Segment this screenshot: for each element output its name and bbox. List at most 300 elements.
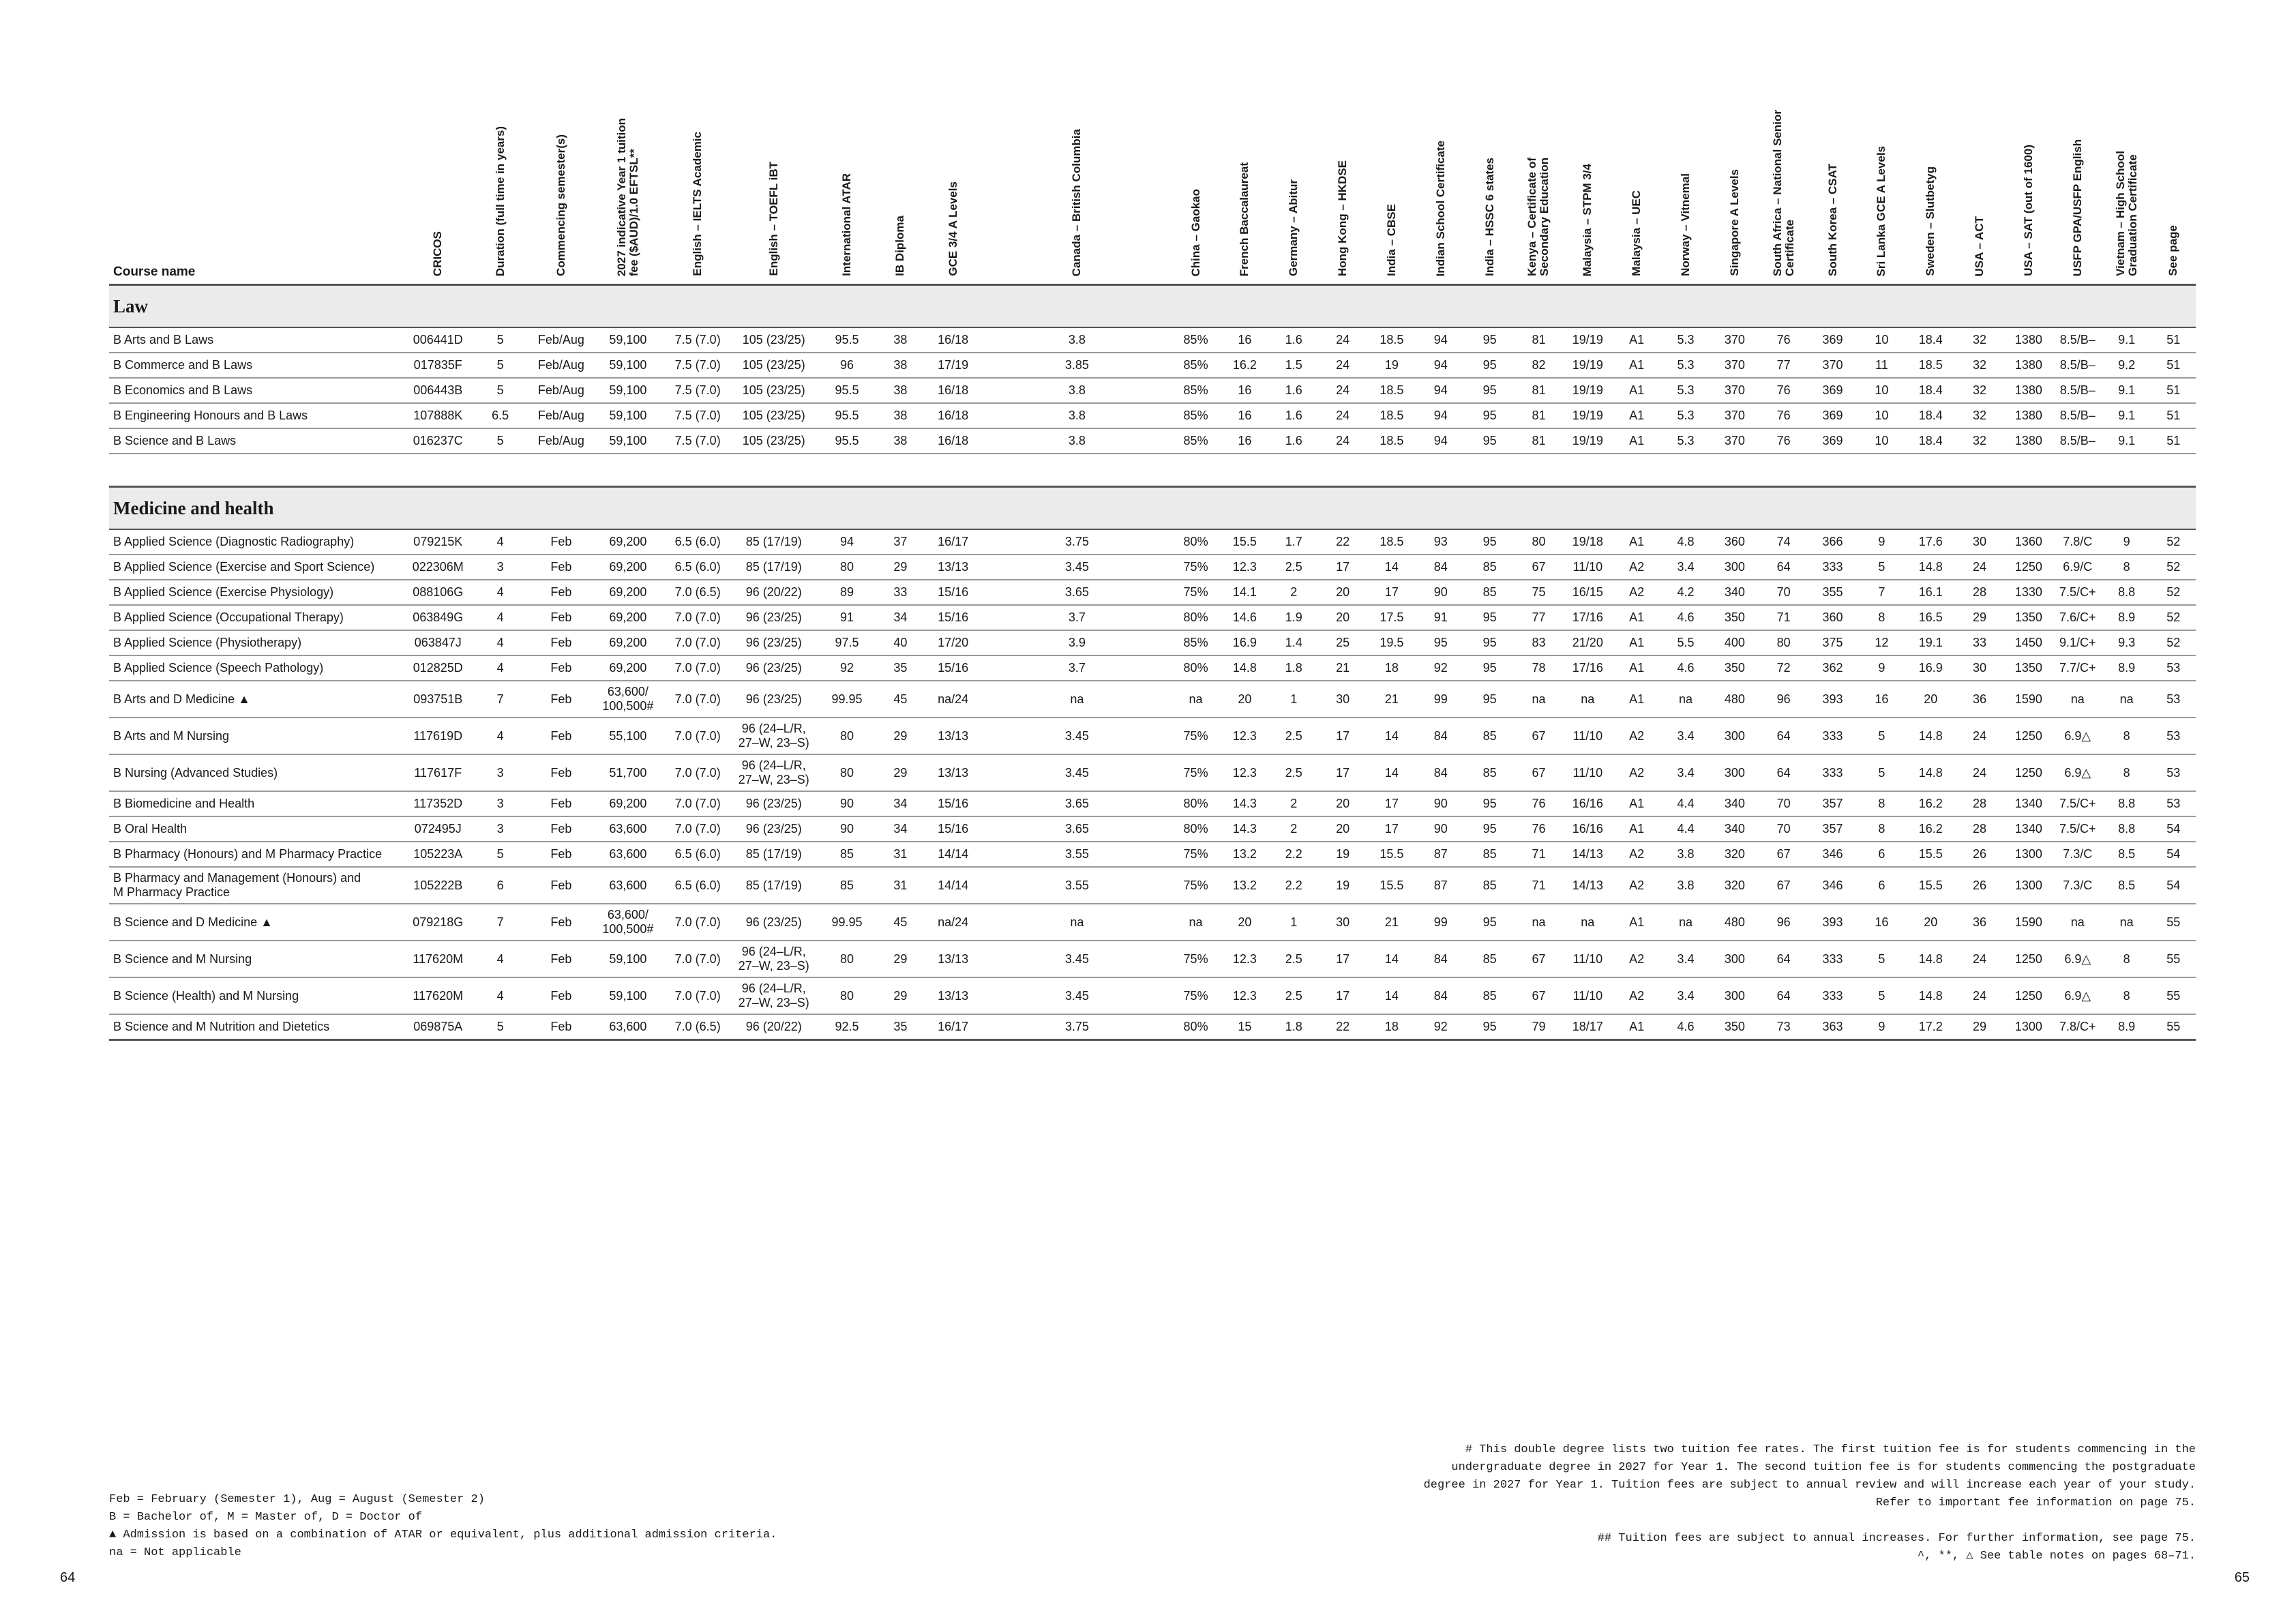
table-row — [109, 630, 2196, 655]
table-row — [109, 428, 2196, 454]
table-cell: 4 — [470, 580, 531, 605]
table-cell: na — [1661, 681, 1710, 718]
table-cell: 19/19 — [1563, 327, 1612, 353]
table-cell: 71 — [1515, 867, 1564, 904]
table-cell: 76 — [1759, 378, 1808, 403]
table-cell: 1360 — [2004, 529, 2053, 555]
table-cell: 85 (17/19) — [731, 867, 816, 904]
table-cell: 7 — [470, 681, 531, 718]
note-line: Refer to important fee information on page 75. — [1875, 1496, 2196, 1509]
table-cell: 4 — [470, 655, 531, 681]
table-cell: 5.3 — [1661, 353, 1710, 378]
table-cell: 16/18 — [923, 327, 983, 353]
table-cell: Feb — [531, 630, 591, 655]
table-cell: 21 — [1367, 681, 1416, 718]
table-cell: 84 — [1416, 754, 1465, 791]
table-cell: 52 — [2151, 580, 2196, 605]
table-cell: 1250 — [2004, 941, 2053, 977]
table-cell: 95 — [1465, 904, 1515, 941]
table-cell: 3.4 — [1661, 555, 1710, 580]
note-line: ^, **, △ See table notes on pages 68–71. — [1917, 1550, 2196, 1563]
table-cell: 14.8 — [1220, 655, 1269, 681]
table-cell: 022306M — [406, 555, 470, 580]
table-cell: 81 — [1515, 428, 1564, 454]
table-cell: 8 — [1857, 791, 1906, 816]
table-cell: 3.8 — [1661, 842, 1710, 867]
table-cell: 7.5 (7.0) — [664, 327, 731, 353]
table-cell: 3.8 — [983, 378, 1171, 403]
table-cell: 15.5 — [1906, 867, 1955, 904]
table-cell: 6.9△ — [2053, 718, 2102, 754]
table-cell: 18 — [1367, 655, 1416, 681]
table-cell: 34 — [878, 791, 923, 816]
course-name-cell: B Science (Health) and M Nursing — [109, 977, 406, 1014]
table-cell: 51 — [2151, 327, 2196, 353]
table-row — [109, 605, 2196, 630]
table-cell: 96 (23/25) — [731, 904, 816, 941]
table-cell: 18.4 — [1906, 378, 1955, 403]
course-name-cell: B Arts and D Medicine ▲ — [109, 681, 406, 718]
header-row — [109, 68, 2196, 285]
table-cell: 1.4 — [1269, 630, 1318, 655]
table-cell: 16 — [1220, 428, 1269, 454]
table-cell: 15/16 — [923, 791, 983, 816]
table-cell: A1 — [1612, 816, 1661, 842]
section-title: Law — [109, 285, 2196, 328]
column-header-label: English – IELTS Academic — [691, 132, 704, 276]
table-cell: Feb/Aug — [531, 327, 591, 353]
table-cell: 95 — [1465, 327, 1515, 353]
section-heading-row — [109, 285, 2196, 328]
table-cell: 24 — [1318, 403, 1367, 428]
table-cell: 16.1 — [1906, 580, 1955, 605]
table-cell: 20 — [1906, 681, 1955, 718]
table-cell: 2.5 — [1269, 941, 1318, 977]
table-cell: Feb — [531, 655, 591, 681]
table-cell: 54 — [2151, 842, 2196, 867]
table-cell: Feb/Aug — [531, 353, 591, 378]
table-cell: 77 — [1759, 353, 1808, 378]
table-cell: 32 — [1955, 378, 2004, 403]
table-cell: 3 — [470, 555, 531, 580]
column-header-label: Sweden – Slutbetyg — [1924, 166, 1937, 276]
table-cell: 7.5/C+ — [2053, 816, 2102, 842]
table-cell: 17 — [1318, 718, 1367, 754]
table-row — [109, 378, 2196, 403]
legend-degrees: B = Bachelor of, M = Master of, D = Doctor of — [109, 1511, 423, 1524]
column-header-label: South Africa – National Senior Certificate — [1770, 109, 1796, 276]
table-cell: 1300 — [2004, 1014, 2053, 1040]
table-cell: 72 — [1759, 655, 1808, 681]
table-cell: 4.8 — [1661, 529, 1710, 555]
table-cell: 8.9 — [2102, 655, 2151, 681]
table-cell: 072495J — [406, 816, 470, 842]
table-cell: 38 — [878, 353, 923, 378]
table-cell: 15.5 — [1220, 529, 1269, 555]
table-cell: 99.95 — [816, 681, 877, 718]
table-cell: 70 — [1759, 816, 1808, 842]
table-cell: 340 — [1710, 791, 1759, 816]
table-cell: 67 — [1759, 842, 1808, 867]
table-cell: 38 — [878, 403, 923, 428]
table-cell: 117620M — [406, 977, 470, 1014]
column-header-label: Malaysia – UEC — [1630, 190, 1643, 276]
column-header-label: Canada – British Columbia — [1070, 128, 1084, 276]
table-cell: 18.5 — [1906, 353, 1955, 378]
table-cell: 76 — [1759, 327, 1808, 353]
table-cell: 29 — [878, 977, 923, 1014]
table-cell: 5 — [470, 378, 531, 403]
table-cell: 5 — [470, 1014, 531, 1040]
table-cell: 29 — [878, 754, 923, 791]
table-cell: A1 — [1612, 1014, 1661, 1040]
course-name-cell: B Engineering Honours and B Laws — [109, 403, 406, 428]
table-cell: na — [1563, 681, 1612, 718]
table-cell: 95 — [1465, 428, 1515, 454]
table-cell: 18.5 — [1367, 378, 1416, 403]
table-cell: 18.5 — [1367, 428, 1416, 454]
table-cell: na — [1563, 904, 1612, 941]
table-cell: 20 — [1318, 580, 1367, 605]
column-header — [2151, 68, 2196, 285]
table-cell: 480 — [1710, 904, 1759, 941]
table-cell: 333 — [1808, 977, 1858, 1014]
table-cell: 1250 — [2004, 977, 2053, 1014]
table-cell: 70 — [1759, 580, 1808, 605]
table-cell: 63,600 — [592, 816, 665, 842]
table-cell: 400 — [1710, 630, 1759, 655]
table-cell: 53 — [2151, 791, 2196, 816]
section-title: Medicine and health — [109, 487, 2196, 530]
page-number-right: 65 — [2234, 1570, 2250, 1585]
course-name-cell: B Arts and M Nursing — [109, 718, 406, 754]
table-cell: 1.6 — [1269, 403, 1318, 428]
table-cell: Feb — [531, 816, 591, 842]
table-cell: 5 — [1857, 977, 1906, 1014]
course-name-cell: B Science and D Medicine ▲ — [109, 904, 406, 941]
course-name-cell: B Science and M Nutrition and Dietetics — [109, 1014, 406, 1040]
table-cell: 75% — [1172, 754, 1221, 791]
table-cell: 063849G — [406, 605, 470, 630]
table-cell: 1380 — [2004, 327, 2053, 353]
table-cell: A1 — [1612, 403, 1661, 428]
table-cell: 3.8 — [983, 327, 1171, 353]
table-cell: 17 — [1318, 977, 1367, 1014]
column-header — [664, 68, 731, 285]
table-cell: 34 — [878, 816, 923, 842]
table-cell: 14 — [1367, 941, 1416, 977]
course-name-cell: B Biomedicine and Health — [109, 791, 406, 816]
table-cell: 6.5 (6.0) — [664, 529, 731, 555]
table-cell: 340 — [1710, 580, 1759, 605]
table-cell: 5 — [1857, 555, 1906, 580]
table-cell: 77 — [1515, 605, 1564, 630]
table-cell: 105 (23/25) — [731, 327, 816, 353]
table-cell: 85 — [1465, 555, 1515, 580]
table-cell: 3.45 — [983, 941, 1171, 977]
table-cell: 12.3 — [1220, 754, 1269, 791]
table-cell: 29 — [878, 718, 923, 754]
table-cell: 1.6 — [1269, 378, 1318, 403]
table-cell: 3.85 — [983, 353, 1171, 378]
table-cell: 13.2 — [1220, 842, 1269, 867]
table-cell: 81 — [1515, 403, 1564, 428]
table-cell: 333 — [1808, 718, 1858, 754]
table-cell: 24 — [1955, 754, 2004, 791]
table-cell: 5 — [1857, 941, 1906, 977]
table-cell: 38 — [878, 378, 923, 403]
table-row — [109, 327, 2196, 353]
note-line: undergraduate degree in 2027 for Year 1. The second tuition fee is for students commencing the postgraduate — [1451, 1461, 2196, 1474]
table-cell: 93 — [1416, 529, 1465, 555]
table-cell: 1380 — [2004, 378, 2053, 403]
table-cell: 3.8 — [983, 403, 1171, 428]
table-cell: 369 — [1808, 378, 1858, 403]
table-cell: 006441D — [406, 327, 470, 353]
table-cell: 37 — [878, 529, 923, 555]
table-cell: 15/16 — [923, 580, 983, 605]
table-cell: 38 — [878, 428, 923, 454]
table-cell: 14/14 — [923, 867, 983, 904]
table-cell: 11/10 — [1563, 555, 1612, 580]
table-cell: 5 — [1857, 754, 1906, 791]
table-cell: 19/18 — [1563, 529, 1612, 555]
table-cell: 17 — [1367, 816, 1416, 842]
table-cell: 35 — [878, 655, 923, 681]
table-cell: 89 — [816, 580, 877, 605]
table-cell: 18.5 — [1367, 327, 1416, 353]
table-cell: 320 — [1710, 867, 1759, 904]
table-cell: 360 — [1808, 605, 1858, 630]
table-cell: 14 — [1367, 977, 1416, 1014]
table-cell: 1590 — [2004, 904, 2053, 941]
table-cell: 97.5 — [816, 630, 877, 655]
table-cell: 4 — [470, 941, 531, 977]
table-cell: 64 — [1759, 977, 1808, 1014]
table-cell: 480 — [1710, 681, 1759, 718]
table-cell: 84 — [1416, 941, 1465, 977]
table-cell: 74 — [1759, 529, 1808, 555]
table-cell: 15/16 — [923, 605, 983, 630]
table-cell: 71 — [1759, 605, 1808, 630]
table-cell: 78 — [1515, 655, 1564, 681]
table-cell: 3.4 — [1661, 718, 1710, 754]
table-cell: 87 — [1416, 842, 1465, 867]
table-cell: 28 — [1955, 791, 2004, 816]
table-cell: 355 — [1808, 580, 1858, 605]
table-cell: 9 — [1857, 655, 1906, 681]
table-cell: 4 — [470, 977, 531, 1014]
table-cell: 95.5 — [816, 428, 877, 454]
table-cell: 13/13 — [923, 941, 983, 977]
table-cell: 54 — [2151, 816, 2196, 842]
table-cell: 34 — [878, 605, 923, 630]
table-cell: 1.6 — [1269, 428, 1318, 454]
column-header-label: CRICOS — [431, 231, 445, 276]
table-cell: 4 — [470, 718, 531, 754]
table-cell: 1380 — [2004, 353, 2053, 378]
table-cell: 350 — [1710, 655, 1759, 681]
table-cell: 85% — [1172, 403, 1221, 428]
table-cell: 350 — [1710, 605, 1759, 630]
course-name-cell: B Nursing (Advanced Studies) — [109, 754, 406, 791]
table-cell: 2.5 — [1269, 977, 1318, 1014]
table-cell: 85% — [1172, 378, 1221, 403]
table-cell: 91 — [1416, 605, 1465, 630]
table-cell: 85 (17/19) — [731, 555, 816, 580]
table-cell: 7.0 (7.0) — [664, 791, 731, 816]
table-cell: 67 — [1515, 718, 1564, 754]
table-cell: 95 — [1465, 630, 1515, 655]
table-cell: A1 — [1612, 378, 1661, 403]
table-cell: 30 — [1318, 904, 1367, 941]
table-cell: 55 — [2151, 1014, 2196, 1040]
table-cell: 71 — [1515, 842, 1564, 867]
table-cell: 16 — [1857, 904, 1906, 941]
column-header-label: Singapore A Levels — [1727, 169, 1741, 276]
table-cell: 369 — [1808, 327, 1858, 353]
table-cell: 16/15 — [1563, 580, 1612, 605]
column-header — [1269, 68, 1318, 285]
table-cell: 30 — [1955, 655, 2004, 681]
column-header-label: Hong Kong – HKDSE — [1336, 160, 1350, 276]
table-cell: 3.65 — [983, 791, 1171, 816]
table-cell: 95 — [1465, 791, 1515, 816]
table-cell: 85 — [1465, 867, 1515, 904]
table-cell: 85% — [1172, 353, 1221, 378]
table-cell: 14.8 — [1906, 754, 1955, 791]
table-cell: 55,100 — [592, 718, 665, 754]
table-cell: 52 — [2151, 630, 2196, 655]
table-cell: Feb — [531, 605, 591, 630]
table-cell: 69,200 — [592, 605, 665, 630]
table-cell: 8.5/B– — [2053, 327, 2102, 353]
table-cell: 300 — [1710, 718, 1759, 754]
table-cell: 117617F — [406, 754, 470, 791]
table-cell: 16/18 — [923, 403, 983, 428]
table-cell: 90 — [816, 816, 877, 842]
column-header-label: Sri Lanka GCE A Levels — [1875, 145, 1888, 276]
table-cell: 7.5/C+ — [2053, 580, 2102, 605]
table-cell: 24 — [1955, 977, 2004, 1014]
table-cell: Feb — [531, 681, 591, 718]
table-cell: 84 — [1416, 555, 1465, 580]
table-cell: 63,600 — [592, 867, 665, 904]
column-header-label: See page — [2166, 225, 2180, 276]
course-name-cell: B Pharmacy and Management (Honours) and M Pharmacy Practice — [109, 867, 406, 904]
table-cell: 8.5 — [2102, 842, 2151, 867]
table-cell: A2 — [1612, 842, 1661, 867]
table-cell: 30 — [1318, 681, 1367, 718]
column-header — [2102, 68, 2151, 285]
table-cell: 17 — [1367, 580, 1416, 605]
table-cell: 4 — [470, 605, 531, 630]
table-cell: 95 — [1465, 378, 1515, 403]
table-cell: 1340 — [2004, 816, 2053, 842]
table-cell: 6.5 (6.0) — [664, 867, 731, 904]
table-cell: 45 — [878, 904, 923, 941]
course-name-cell: B Commerce and B Laws — [109, 353, 406, 378]
table-cell: 2.5 — [1269, 555, 1318, 580]
table-cell: 24 — [1955, 718, 2004, 754]
table-cell: 105 (23/25) — [731, 353, 816, 378]
table-cell: 360 — [1710, 529, 1759, 555]
table-cell: 340 — [1710, 816, 1759, 842]
table-cell: 20 — [1906, 904, 1955, 941]
table-cell: 81 — [1515, 327, 1564, 353]
column-header-label: Indian School Certificate — [1433, 140, 1447, 276]
course-name-cell: B Pharmacy (Honours) and M Pharmacy Practice — [109, 842, 406, 867]
column-header-label: USA – ACT — [1973, 216, 1986, 276]
table-cell: 5.3 — [1661, 378, 1710, 403]
table-cell: 370 — [1710, 353, 1759, 378]
table-cell: 59,100 — [592, 353, 665, 378]
table-cell: 15.5 — [1367, 867, 1416, 904]
table-cell: 29 — [1955, 1014, 2004, 1040]
table-cell: 117352D — [406, 791, 470, 816]
table-cell: 96 (24–L/R, 27–W, 23–S) — [731, 754, 816, 791]
fee-notes — [1173, 1441, 2196, 1565]
table-cell: 35 — [878, 1014, 923, 1040]
table-cell: 362 — [1808, 655, 1858, 681]
table-cell: 1450 — [2004, 630, 2053, 655]
table-cell: 15.5 — [1367, 842, 1416, 867]
column-header-label: Norway – Vitnemal — [1679, 173, 1692, 276]
table-cell: 38 — [878, 327, 923, 353]
table-cell: 95 — [1465, 816, 1515, 842]
table-cell: 95.5 — [816, 378, 877, 403]
table-cell: 85 (17/19) — [731, 529, 816, 555]
table-cell: 26 — [1955, 867, 2004, 904]
table-cell: 1.5 — [1269, 353, 1318, 378]
table-cell: 52 — [2151, 555, 2196, 580]
table-cell: 7 — [470, 904, 531, 941]
course-name-cell: B Applied Science (Exercise Physiology) — [109, 580, 406, 605]
table-cell: A2 — [1612, 977, 1661, 1014]
table-cell: 16.2 — [1220, 353, 1269, 378]
table-cell: 16/18 — [923, 428, 983, 454]
table-cell: 85 — [816, 842, 877, 867]
column-header-label: 2027 indicative Year 1 tuition fee ($AUD)/1.0 EFTSL** — [614, 117, 640, 276]
column-header — [923, 68, 983, 285]
table-cell: Feb — [531, 718, 591, 754]
table-cell: 24 — [1318, 428, 1367, 454]
table-cell: 19 — [1367, 353, 1416, 378]
course-name-cell: B Applied Science (Occupational Therapy) — [109, 605, 406, 630]
table-cell: 7.5 (7.0) — [664, 378, 731, 403]
table-cell: 14.1 — [1220, 580, 1269, 605]
table-cell: 5.3 — [1661, 403, 1710, 428]
table-cell: 51 — [2151, 378, 2196, 403]
table-cell: 91 — [816, 605, 877, 630]
table-cell: 300 — [1710, 754, 1759, 791]
table-cell: 370 — [1710, 378, 1759, 403]
table-cell: 20 — [1318, 605, 1367, 630]
table-cell: 80% — [1172, 655, 1221, 681]
table-cell: 95 — [1416, 630, 1465, 655]
table-cell: 8 — [2102, 555, 2151, 580]
table-cell: 21 — [1318, 655, 1367, 681]
table-cell: 99 — [1416, 904, 1465, 941]
column-header — [2053, 68, 2102, 285]
table-cell: 75% — [1172, 977, 1221, 1014]
table-cell: 15/16 — [923, 655, 983, 681]
table-cell: 7.0 (7.0) — [664, 904, 731, 941]
table-cell: 53 — [2151, 655, 2196, 681]
table-cell: 59,100 — [592, 378, 665, 403]
table-cell: 5 — [470, 327, 531, 353]
table-cell: 64 — [1759, 754, 1808, 791]
